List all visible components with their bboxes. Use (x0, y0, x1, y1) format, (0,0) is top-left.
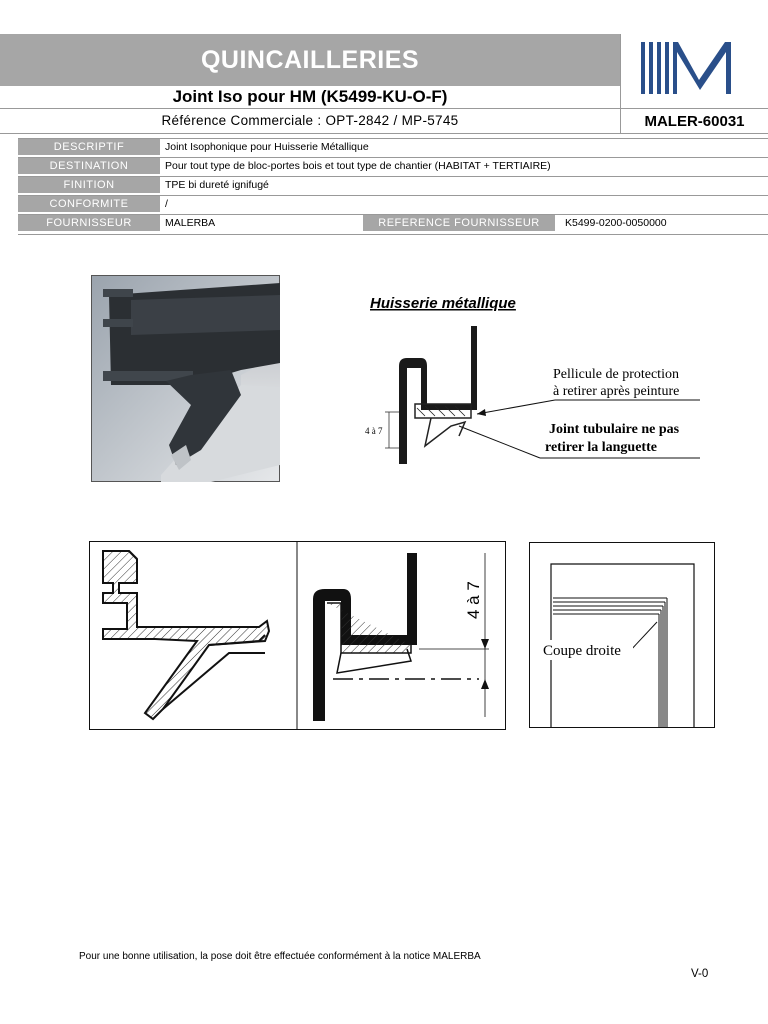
diagram1-title: Huisserie métallique (370, 295, 516, 312)
spec-label: FINITION (18, 177, 160, 193)
seal-photo (91, 275, 280, 482)
diagram1-label-1b: à retirer après peinture (553, 384, 680, 399)
maler-code: MALER-60031 (644, 113, 745, 130)
spec-value: / (165, 198, 168, 210)
maler-logo-icon (637, 40, 735, 96)
product-title: Joint Iso pour HM (K5499-KU-O-F) (172, 87, 448, 106)
spec-row-descriptif (18, 138, 768, 157)
diagram2-dim: 4 à 7 (464, 581, 483, 619)
table-rule (18, 234, 768, 235)
spec-value: TPE bi dureté ignifugé (165, 179, 269, 191)
diagram-huisserie-metallique (355, 288, 725, 473)
header-rule (0, 108, 768, 109)
diagram-coupe-droite (529, 542, 715, 728)
spec-value: MALERBA (165, 217, 216, 229)
page-title: QUINCAILLERIES (200, 46, 420, 74)
spec-label: DESCRIPTIF (18, 139, 160, 155)
spec-label: CONFORMITE (18, 196, 160, 212)
footer-note: Pour une bonne utilisation, la pose doit être effectuée conformément à la notice MALERBA (79, 951, 481, 962)
diagram1-dim: 4 à 7 (365, 426, 383, 436)
diagram3-label: Coupe droite (543, 643, 621, 659)
spec-label: DESTINATION (18, 158, 160, 174)
version-label: V-0 (691, 968, 709, 980)
diagram1-label-2a: Joint tubulaire ne pas (549, 422, 680, 437)
spec-value: K5499-0200-0050000 (565, 217, 667, 229)
spec-row-finition (18, 176, 768, 195)
spec-row-fournisseur (18, 214, 768, 233)
reference-commerciale: Référence Commerciale : OPT-2842 / MP-5745 (161, 113, 459, 128)
spec-label: REFERENCE FOURNISSEUR (363, 215, 555, 231)
header-rule (0, 133, 768, 134)
spec-row-conformite (18, 195, 768, 214)
spec-value: Joint Isophonique pour Huisserie Métallique (165, 141, 369, 153)
diagram-cross-section (89, 541, 506, 730)
spec-value: Pour tout type de bloc-portes bois et tout type de chantier (HABITAT + TERTIAIRE) (165, 160, 551, 172)
spec-label: FOURNISSEUR (18, 215, 160, 231)
diagram1-label-2b: retirer la languette (545, 440, 657, 455)
diagram1-label-1a: Pellicule de protection (553, 367, 679, 382)
spec-row-destination (18, 157, 768, 176)
